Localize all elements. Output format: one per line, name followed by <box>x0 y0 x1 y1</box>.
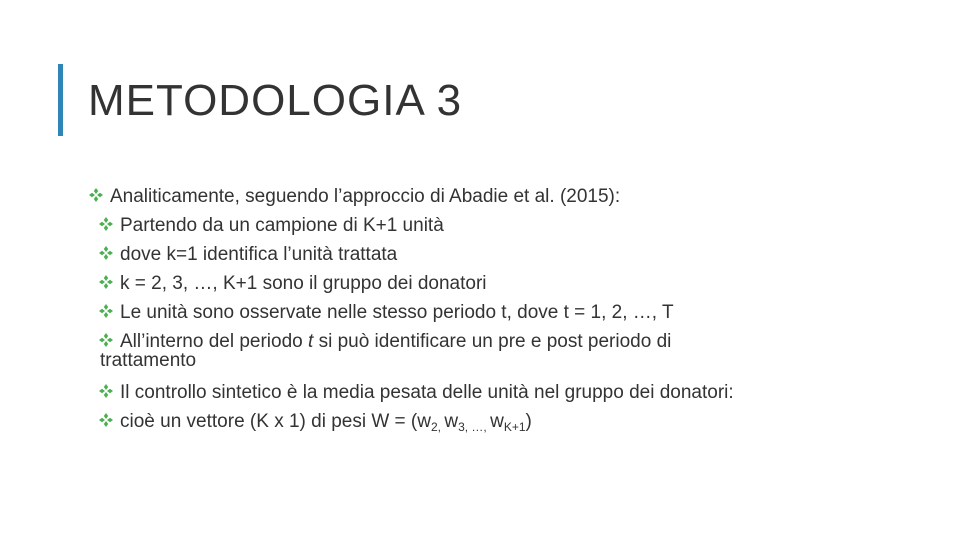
list-item: dove k=1 identifica l’unità trattata <box>88 240 868 269</box>
list-item: Partendo da un campione di K+1 unità <box>88 211 868 240</box>
diamond-bullet-icon <box>98 245 114 261</box>
diamond-bullet-icon <box>98 332 114 348</box>
list-item: Il controllo sintetico è la media pesata delle unità nel gruppo dei donatori: <box>88 378 868 407</box>
list-item: All’interno del periodo t si può identificare un pre e post periodo di <box>88 327 868 356</box>
diamond-bullet-icon <box>98 274 114 290</box>
list-item-continuation: trattamento <box>100 350 197 371</box>
diamond-bullet-icon <box>98 412 114 428</box>
diamond-bullet-icon <box>98 303 114 319</box>
title-accent-bar <box>58 64 63 136</box>
list-item: Le unità sono osservate nelle stesso periodo t, dove t = 1, 2, …, T <box>88 298 868 327</box>
list-item: Analiticamente, seguendo l’approccio di Abadie et al. (2015): <box>88 182 868 211</box>
bullet-list <box>88 182 868 436</box>
list-item: k = 2, 3, …, K+1 sono il gruppo dei donatori <box>88 269 868 298</box>
diamond-bullet-icon <box>88 187 104 203</box>
list-item: cioè un vettore (K x 1) di pesi $W = (w_{2,}$ $w_{3, \dots,}$ $w_{K+1}$) <box>88 407 868 436</box>
diamond-bullet-icon <box>98 216 114 232</box>
diamond-bullet-icon <box>98 383 114 399</box>
page-title: METODOLOGIA 3 <box>88 76 463 125</box>
